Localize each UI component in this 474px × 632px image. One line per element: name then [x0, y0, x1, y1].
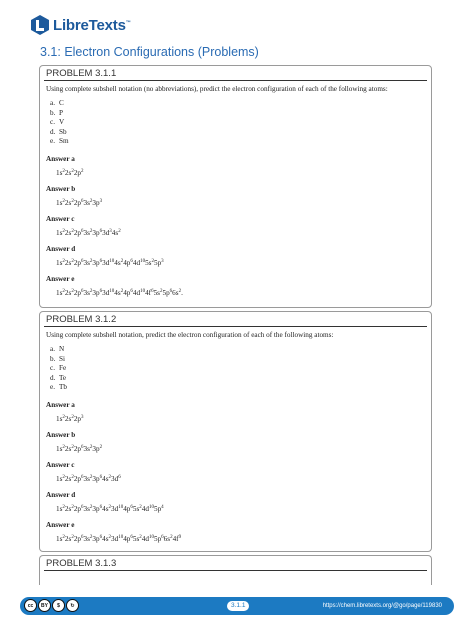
atom-list-item — [50, 374, 425, 384]
page-url-link[interactable]: https://chem.libretexts.org/@go/page/119830 — [322, 603, 442, 609]
atom-list — [50, 345, 425, 393]
answer-title[interactable]: Answer b — [46, 184, 76, 193]
answer-block — [46, 154, 425, 178]
answer-block — [46, 184, 425, 208]
atom-symbol: Sb — [59, 127, 67, 136]
answer-title[interactable]: Answer c — [46, 214, 75, 223]
atom-list-item — [50, 355, 425, 365]
atom-symbol: Fe — [59, 364, 67, 372]
answer-title[interactable]: Answer b — [46, 430, 76, 439]
atom-list — [50, 99, 425, 147]
page-footer — [20, 597, 454, 615]
atom-list-item — [50, 109, 425, 119]
answer-title[interactable]: Answer c — [46, 460, 75, 469]
atom-list-item — [50, 128, 425, 138]
license-badge[interactable] — [24, 599, 79, 612]
atom-label: e. — [50, 383, 55, 391]
problem-instruction: Using complete subshell notation, predict the electron configuration of each of the following atoms: — [46, 331, 334, 339]
problem-box-3-1-3 — [39, 555, 432, 585]
problem-header: PROBLEM 3.1.1 — [44, 66, 427, 81]
electron-configuration: $1s^22s^22p^63s^23p^64s^23d^{10}4p^65s^24d^{10}5p^4$ — [56, 504, 164, 513]
electron-configuration: $1s^22s^22p^63s^23p^63d^34s^2$ — [56, 228, 121, 237]
answer-block — [46, 400, 425, 424]
answer-title[interactable]: Answer e — [46, 274, 75, 283]
answer-block — [46, 460, 425, 484]
problem-body — [40, 327, 431, 544]
answer-block — [46, 520, 425, 544]
answer-title[interactable]: Answer a — [46, 400, 75, 409]
problem-box-3-1-1 — [39, 65, 432, 308]
atom-list-item — [50, 137, 425, 147]
atom-symbol: Sm — [59, 137, 69, 145]
answer-title[interactable]: Answer d — [46, 244, 76, 253]
problem-body — [40, 81, 431, 298]
atom-list-item — [50, 345, 425, 355]
answer-block — [46, 214, 425, 238]
sharealike-icon: ↻ — [66, 599, 79, 612]
answer-title[interactable]: Answer d — [46, 490, 76, 499]
logo-text: LibreTexts™ — [53, 16, 131, 34]
noncommercial-icon: $ — [52, 599, 65, 612]
electron-configuration: $1s^22s^22p^63s^23p^64s^23d^{10}4p^65s^24d^{10}5p^66s^24f^9$ — [56, 534, 182, 543]
atom-label: e. — [50, 137, 55, 145]
electron-configuration: $1s^22s^22p^3$ — [56, 414, 84, 423]
electron-configuration: $1s^22s^22p^63s^23p^64s^23d^6$ — [56, 474, 121, 483]
electron-configuration: $1s^22s^22p^63s^23p^63d^{10}4s^24p^64d^{10}4f^65s^25p^66s^2$. — [56, 288, 183, 297]
atom-label: d. — [50, 373, 56, 382]
atom-symbol: C — [59, 99, 64, 107]
attribution-icon: BY — [38, 599, 51, 612]
libretexts-logo[interactable] — [30, 14, 131, 36]
atom-label: b. — [50, 108, 56, 117]
atom-label: c. — [50, 118, 55, 126]
atom-label: a. — [50, 345, 55, 353]
libretexts-logo-icon — [30, 14, 50, 36]
page-title: 3.1: Electron Configurations (Problems) — [40, 45, 259, 59]
atom-list-item — [50, 118, 425, 128]
atom-symbol: P — [59, 108, 63, 117]
atom-symbol: Tb — [59, 383, 67, 391]
atom-list-item — [50, 364, 425, 374]
atom-symbol: V — [59, 118, 65, 126]
problem-instruction: Using complete subshell notation (no abbreviations), predict the electron configuration of each of the following atoms: — [46, 85, 388, 93]
answer-block — [46, 490, 425, 514]
electron-configuration: $1s^22s^22p^63s^23p^63d^{10}4s^24p^64d^{10}5s^25p^3$ — [56, 258, 164, 267]
problem-header: PROBLEM 3.1.2 — [44, 312, 427, 327]
problem-box-3-1-2 — [39, 311, 432, 552]
atom-label: b. — [50, 354, 56, 363]
atom-symbol: N — [59, 345, 65, 353]
electron-configuration: $1s^22s^22p^63s^23p^2$ — [56, 444, 103, 453]
answer-block — [46, 274, 425, 298]
atom-label: d. — [50, 127, 56, 136]
electron-configuration: $1s^22s^22p^63s^23p^3$ — [56, 198, 103, 207]
electron-configuration: $1s^22s^22p^2$ — [56, 168, 84, 177]
atom-label: c. — [50, 364, 55, 372]
cc-icon: cc — [24, 599, 37, 612]
atom-list-item — [50, 383, 425, 393]
atom-symbol: Si — [59, 354, 65, 363]
page-number: 3.1.1 — [227, 601, 249, 611]
atom-symbol: Te — [59, 373, 67, 382]
answer-title[interactable]: Answer a — [46, 154, 75, 163]
problem-header: PROBLEM 3.1.3 — [44, 556, 427, 571]
answer-block — [46, 244, 425, 268]
answer-block — [46, 430, 425, 454]
atom-label: a. — [50, 99, 55, 107]
answer-title[interactable]: Answer e — [46, 520, 75, 529]
atom-list-item — [50, 99, 425, 109]
